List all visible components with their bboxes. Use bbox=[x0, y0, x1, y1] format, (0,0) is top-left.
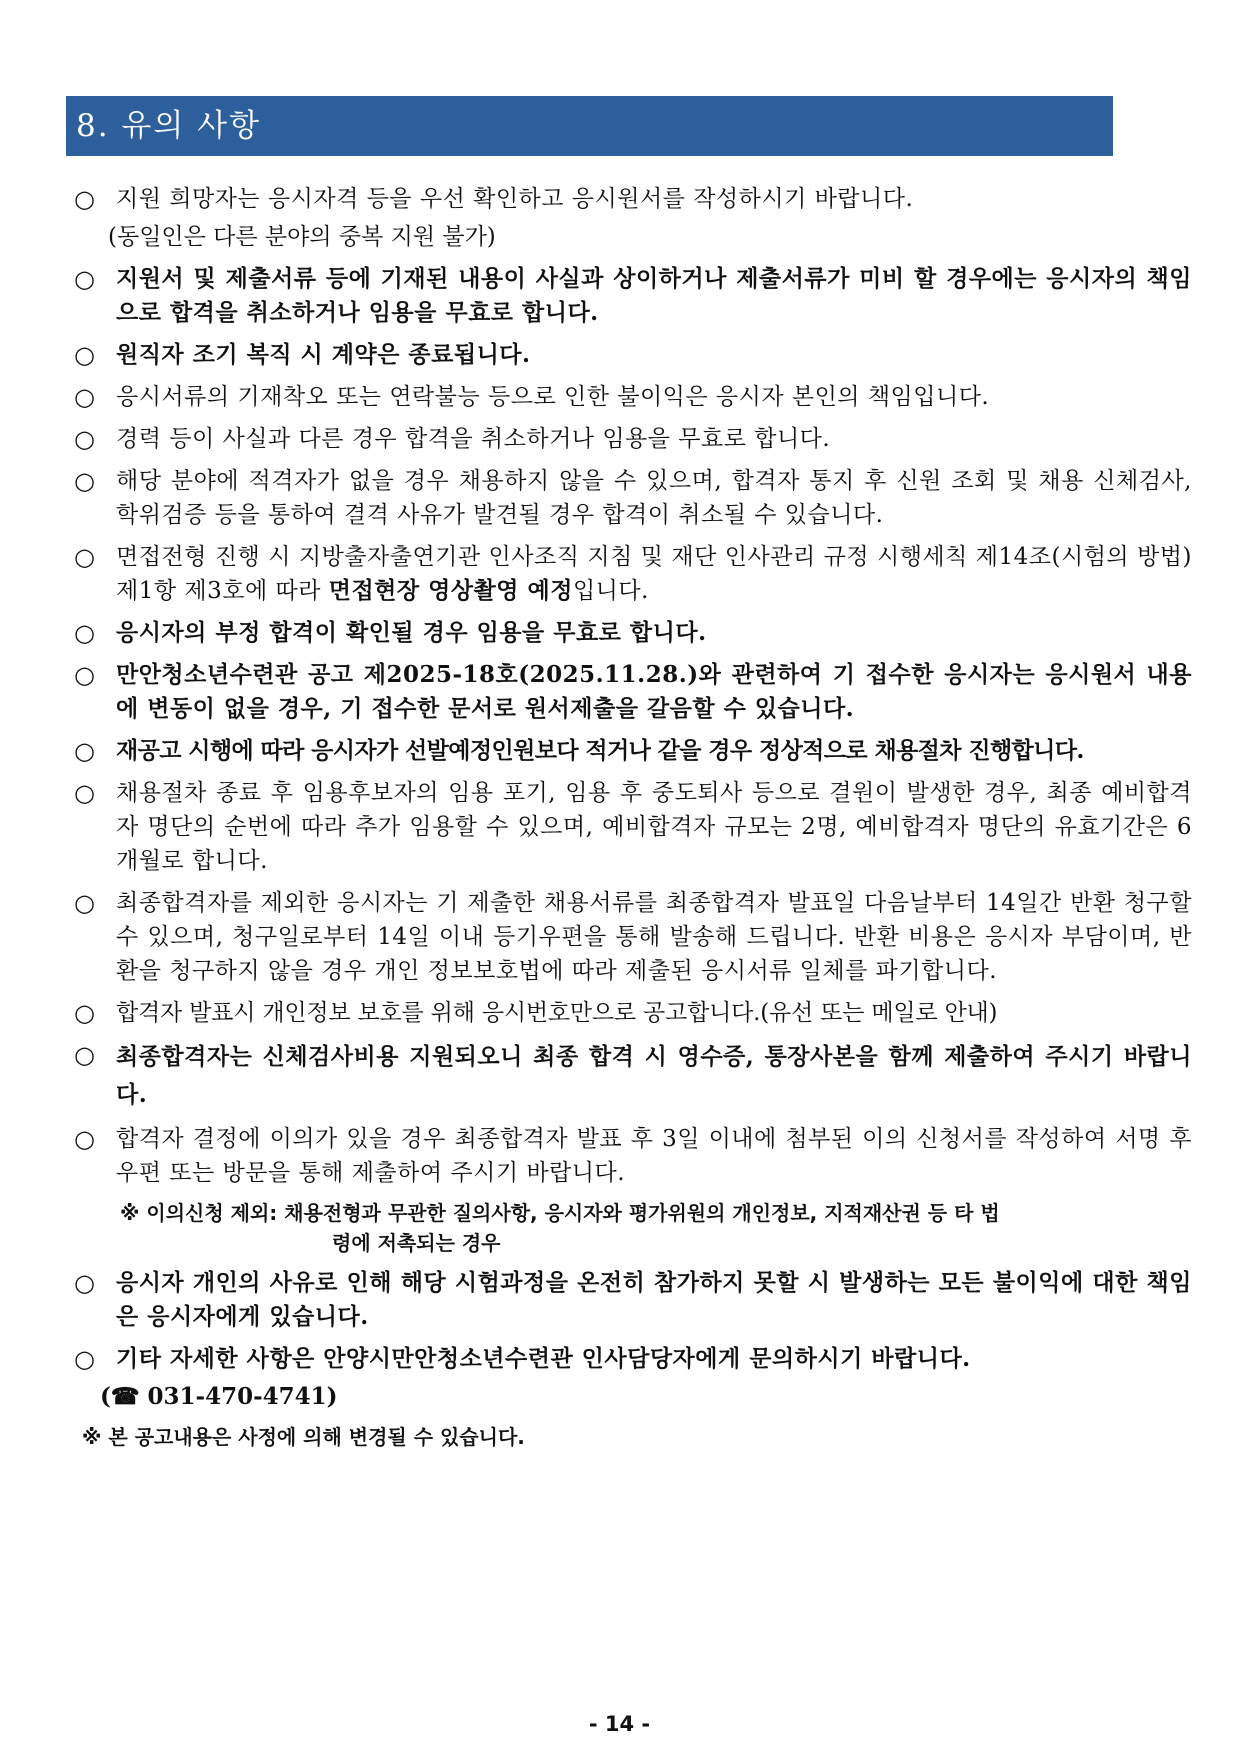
circle-bullet-icon: ○ bbox=[74, 889, 96, 917]
list-item bbox=[72, 658, 1192, 726]
circle-bullet-icon: ○ bbox=[74, 737, 95, 765]
circle-bullet-icon: ○ bbox=[74, 383, 96, 411]
circle-bullet-icon: ○ bbox=[74, 1041, 96, 1069]
item-text bbox=[116, 544, 1192, 604]
exception-note bbox=[72, 1198, 1192, 1258]
exception-note-line: ※ 이의신청 제외: 채용전형과 무관한 질의사항, 응시자와 평가위원의 개인정보, 지적재산권 등 타 법 bbox=[120, 1201, 1000, 1225]
list-item bbox=[72, 776, 1192, 878]
item-text-part: 입니다. bbox=[572, 578, 649, 604]
item-emphasis: 면접현장 영상촬영 예정 bbox=[328, 577, 573, 604]
list-item bbox=[72, 734, 1192, 768]
list-item bbox=[72, 380, 1192, 414]
item-text: 응시자의 부정 합격이 확인될 경우 임용을 무효로 합니다. bbox=[116, 619, 707, 646]
circle-bullet-icon: ○ bbox=[74, 779, 96, 807]
item-text: 채용절차 종료 후 임용후보자의 임용 포기, 임용 후 중도퇴사 등으로 결원이 발생한 경우, 최종 예비합격자 명단의 순번에 따라 추가 임용할 수 있으며, 예비합격자 규모는 2명, 예비합격자 명단의 유효기간은 6개월로 합니다. bbox=[116, 780, 1192, 874]
list-item bbox=[72, 1038, 1192, 1114]
list-item bbox=[72, 1266, 1192, 1334]
item-text-part: 면접전형 진행 시 지방출자출연기관 인사조직 지침 및 재단 인사관리 규정 시행세칙 제14조(시험의 방법) 제1항 제3호에 따라 bbox=[116, 544, 1192, 604]
item-text: 응시자 개인의 사유로 인해 해당 시험과정을 온전히 참가하지 못할 시 발생하는 모든 불이익에 대한 책임은 응시자에게 있습니다. bbox=[116, 1269, 1192, 1330]
item-text: 응시서류의 기재착오 또는 연락불능 등으로 인한 불이익은 응시자 본인의 책임입니다. bbox=[116, 384, 990, 410]
circle-bullet-icon: ○ bbox=[74, 619, 96, 647]
item-text: 합격자 결정에 이의가 있을 경우 최종합격자 발표 후 3일 이내에 첨부된 이의 신청서를 작성하여 서명 후 우편 또는 방문을 통해 제출하여 주시기 바랍니다. bbox=[116, 1126, 1192, 1186]
circle-bullet-icon: ○ bbox=[74, 1125, 96, 1153]
circle-bullet-icon: ○ bbox=[74, 467, 96, 495]
item-text: 최종합격자는 신체검사비용 지원되오니 최종 합격 시 영수증, 통장사본을 함께 제출하여 주시기 바랍니다. bbox=[116, 1043, 1192, 1108]
circle-bullet-icon: ○ bbox=[74, 1269, 96, 1297]
circle-bullet-icon: ○ bbox=[74, 341, 96, 369]
list-item bbox=[72, 1342, 1192, 1376]
notice-list bbox=[72, 182, 1192, 1452]
circle-bullet-icon: ○ bbox=[74, 999, 95, 1027]
section-title: 8. 유의 사항 bbox=[76, 108, 262, 144]
item-text: 최종합격자를 제외한 응시자는 기 제출한 채용서류를 최종합격자 발표일 다음날부터 14일간 반환 청구할 수 있으며, 청구일로부터 14일 이내 등기우편을 통해 발송해 드립니다. 반환 비용은 응시자 부담이며, 반환을 청구하지 않을 경우 개인 정보보호법에 따라 제출된 응시서류 일체를 파기합니다. bbox=[116, 890, 1192, 984]
item-text: 재공고 시행에 따라 응시자가 선발예정인원보다 적거나 같을 경우 정상적으로 채용절차 진행합니다. bbox=[116, 737, 1084, 764]
footer-note: ※ 본 공고내용은 사정에 의해 변경될 수 있습니다. bbox=[82, 1425, 525, 1449]
item-text: 기타 자세한 사항은 안양시만안청소년수련관 인사담당자에게 문의하시기 바랍니다. bbox=[116, 1345, 971, 1372]
list-item bbox=[72, 996, 1192, 1030]
circle-bullet-icon: ○ bbox=[74, 265, 96, 293]
list-item bbox=[72, 464, 1192, 532]
circle-bullet-icon: ○ bbox=[74, 1345, 96, 1373]
circle-bullet-icon: ○ bbox=[74, 425, 96, 453]
item-text: 원직자 조기 복직 시 계약은 종료됩니다. bbox=[116, 341, 531, 368]
circle-bullet-icon: ○ bbox=[74, 543, 96, 571]
item-text: 경력 등이 사실과 다른 경우 합격을 취소하거나 임용을 무효로 합니다. bbox=[116, 426, 831, 452]
item-subnote: (동일인은 다른 분야의 중복 지원 불가) bbox=[108, 224, 496, 250]
list-item bbox=[72, 1122, 1192, 1190]
circle-bullet-icon: ○ bbox=[74, 661, 96, 689]
list-item bbox=[72, 338, 1192, 372]
list-item bbox=[72, 182, 1192, 216]
list-item bbox=[72, 616, 1192, 650]
item-text: 지원 희망자는 응시자격 등을 우선 확인하고 응시원서를 작성하시기 바랍니다. bbox=[116, 186, 914, 212]
list-item bbox=[72, 262, 1192, 330]
exception-note-line: 령에 저촉되는 경우 bbox=[332, 1231, 501, 1255]
circle-bullet-icon: ○ bbox=[74, 185, 96, 213]
contact-phone: (☎ 031-470-4741) bbox=[100, 1383, 338, 1410]
item-text: 해당 분야에 적격자가 없을 경우 채용하지 않을 수 있으며, 합격자 통지 후 신원 조회 및 채용 신체검사, 학위검증 등을 통하여 결격 사유가 발견될 경우 합격이 취소될 수 있습니다. bbox=[116, 468, 1192, 528]
list-item bbox=[72, 422, 1192, 456]
item-text: 지원서 및 제출서류 등에 기재된 내용이 사실과 상이하거나 제출서류가 미비 할 경우에는 응시자의 책임으로 합격을 취소하거나 임용을 무효로 합니다. bbox=[116, 265, 1192, 326]
item-text: 합격자 발표시 개인정보 보호를 위해 응시번호만으로 공고합니다.(유선 또는 메일로 안내) bbox=[116, 1000, 998, 1026]
list-item bbox=[72, 886, 1192, 988]
list-item bbox=[72, 540, 1192, 608]
page-number: - 14 - bbox=[588, 1712, 651, 1736]
section-header bbox=[66, 96, 1113, 156]
item-text: 만안청소년수련관 공고 제2025-18호(2025.11.28.)와 관련하여 기 접수한 응시자는 응시원서 내용에 변동이 없을 경우, 기 접수한 문서로 원서제출을 갈음할 수 있습니다. bbox=[116, 661, 1192, 722]
